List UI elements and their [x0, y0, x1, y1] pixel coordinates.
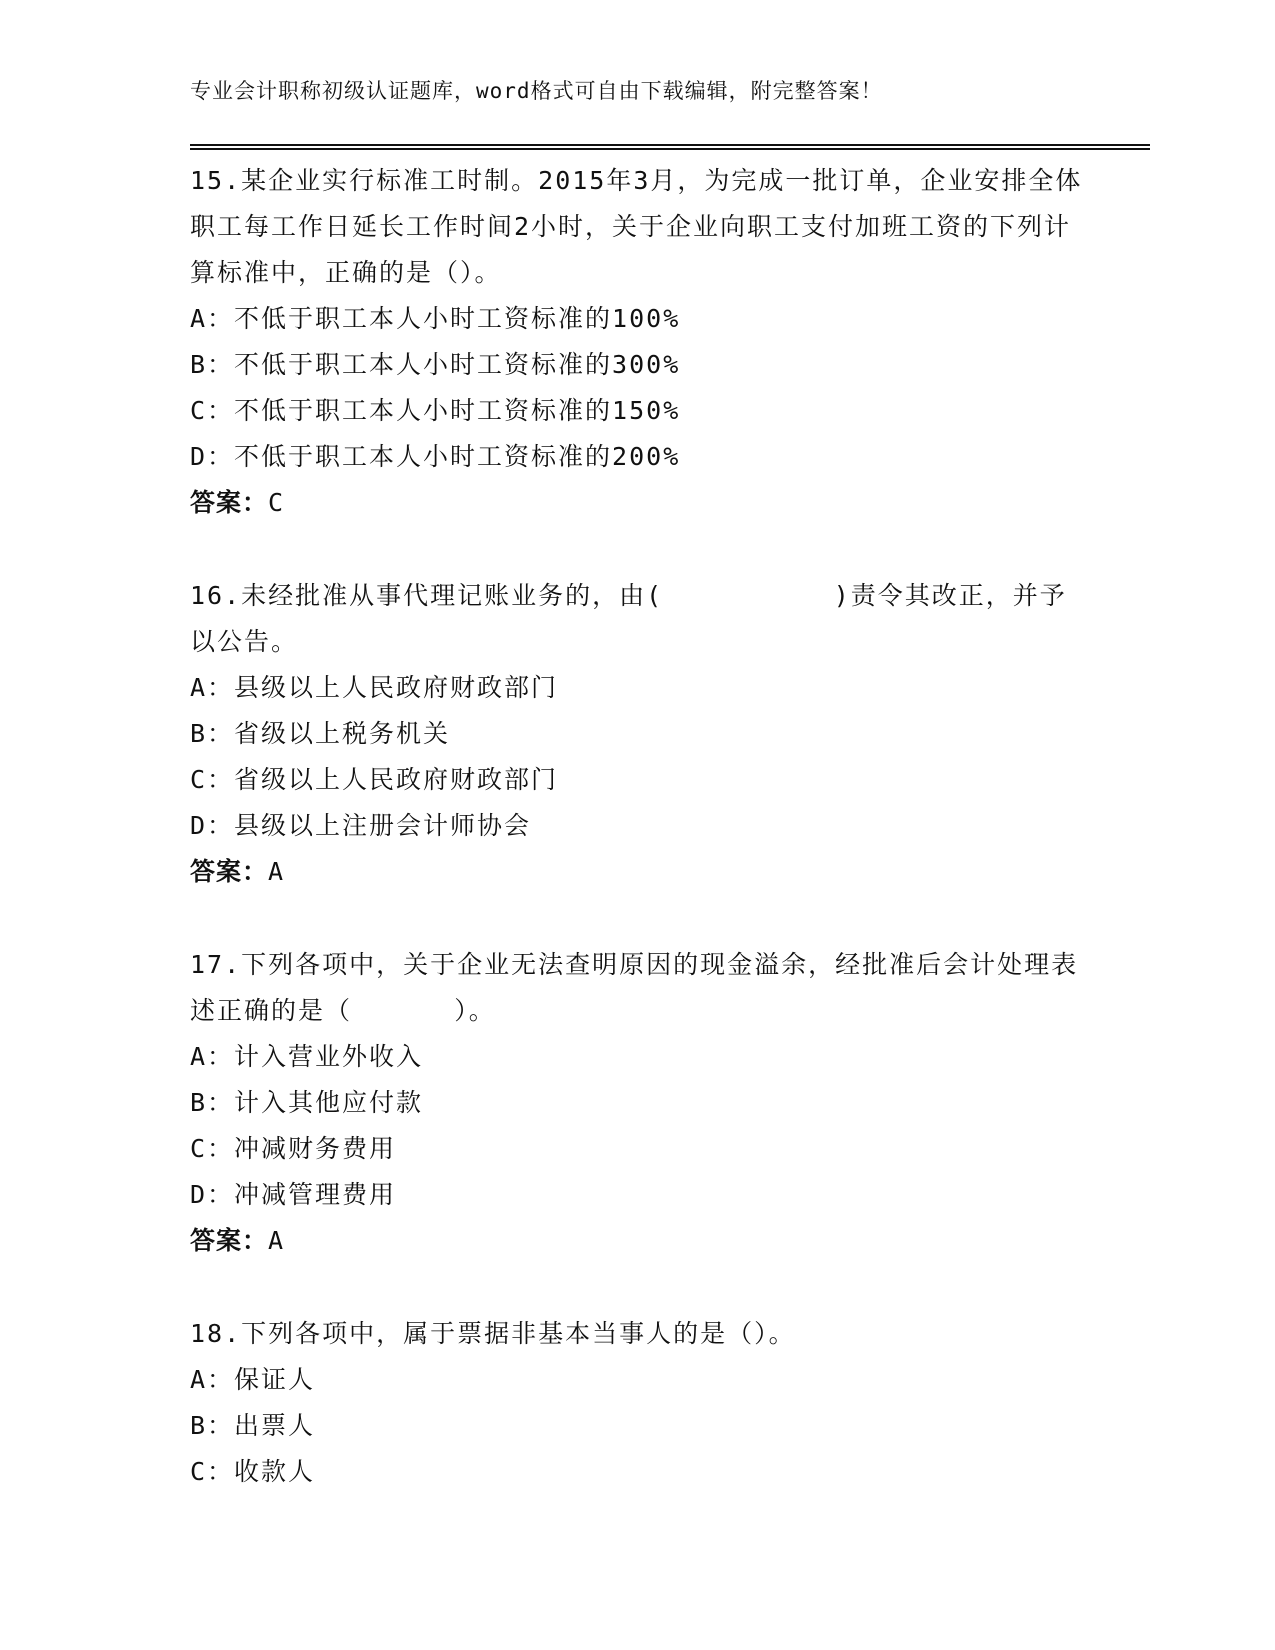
answer-line — [190, 1218, 1090, 1264]
answer-value: A — [268, 857, 284, 886]
question-15 — [190, 158, 1090, 526]
page-header: 专业会计职称初级认证题库，word格式可自由下载编辑，附完整答案！ — [190, 79, 883, 103]
option-b: B：出票人 — [190, 1411, 316, 1440]
option-a: A：不低于职工本人小时工资标准的100% — [190, 304, 681, 333]
question-list — [190, 158, 1090, 1542]
question-text: 16.未经批准从事代理记账业务的，由( )责令其改正，并予以公告。 — [190, 581, 1067, 656]
option-c: C：省级以上人民政府财政部门 — [190, 765, 559, 794]
answer-label: 答案： — [190, 488, 269, 517]
answer-label: 答案： — [190, 1226, 269, 1255]
option-d: D：县级以上注册会计师协会 — [190, 811, 532, 840]
option-d: D：不低于职工本人小时工资标准的200% — [190, 442, 681, 471]
question-text: 17.下列各项中，关于企业无法查明原因的现金溢余，经批准后会计处理表述正确的是（ ）。 — [190, 950, 1079, 1025]
answer-value: C — [268, 488, 284, 517]
question-16 — [190, 573, 1090, 895]
answer-line — [190, 480, 1090, 526]
answer-line — [190, 849, 1090, 895]
option-d: D：冲减管理费用 — [190, 1180, 397, 1209]
question-text: 15.某企业实行标准工时制。2015年3月，为完成一批订单，企业安排全体职工每工作日延长工作时间2小时，关于企业向职工支付加班工资的下列计算标准中，正确的是（）。 — [190, 166, 1083, 287]
option-c: C：冲减财务费用 — [190, 1134, 397, 1163]
question-text: 18.下列各项中，属于票据非基本当事人的是（）。 — [190, 1319, 796, 1348]
option-b: B：不低于职工本人小时工资标准的300% — [190, 350, 681, 379]
option-c: C：收款人 — [190, 1457, 316, 1486]
option-a: A：县级以上人民政府财政部门 — [190, 673, 559, 702]
question-17 — [190, 942, 1090, 1264]
option-a: A：保证人 — [190, 1365, 316, 1394]
option-a: A：计入营业外收入 — [190, 1042, 424, 1071]
header-divider — [190, 144, 1150, 150]
option-b: B：计入其他应付款 — [190, 1088, 424, 1117]
option-b: B：省级以上税务机关 — [190, 719, 451, 748]
option-c: C：不低于职工本人小时工资标准的150% — [190, 396, 681, 425]
answer-value: A — [268, 1226, 284, 1255]
question-18 — [190, 1311, 1090, 1495]
answer-label: 答案： — [190, 857, 269, 886]
